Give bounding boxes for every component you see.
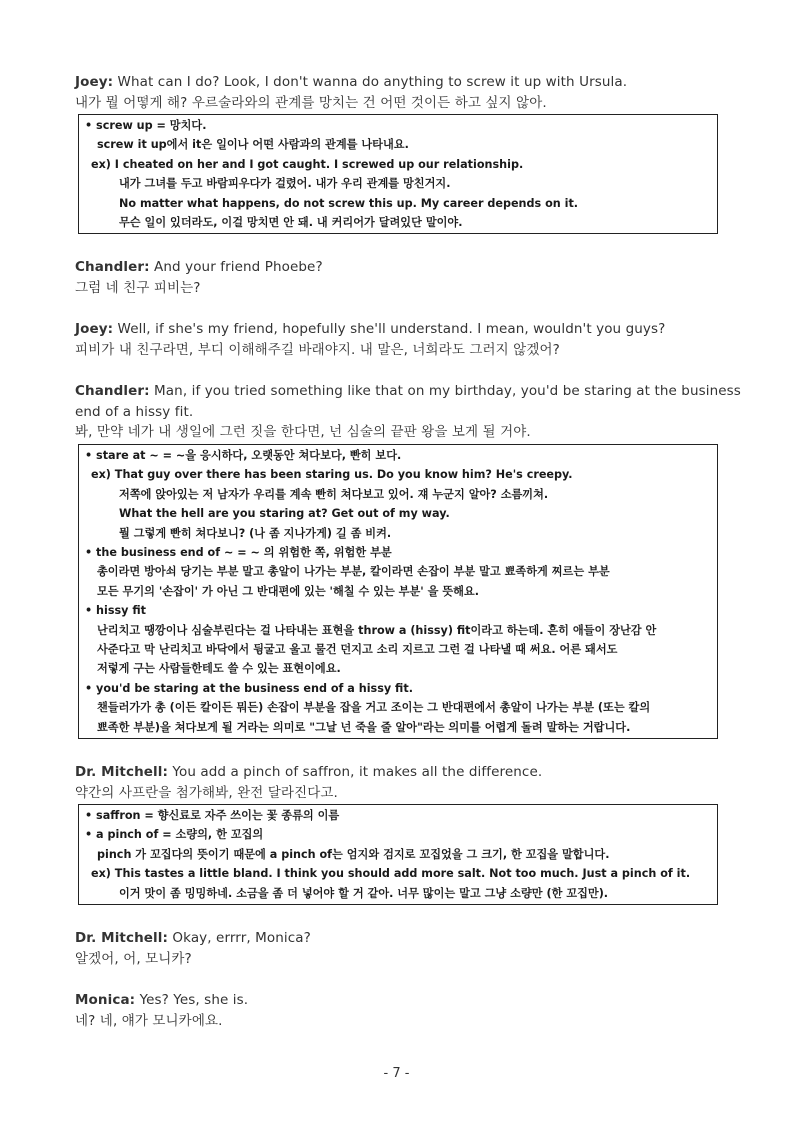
note-line: • hissy fit (85, 604, 146, 618)
note-line: • a pinch of = 소량의, 한 꼬집의 (85, 828, 264, 842)
note-line: No matter what happens, do not screw this up. My career depends on it. (119, 196, 579, 210)
spacer (75, 907, 735, 928)
note-line: • stare at ~ = ~을 응시하다, 오랫동안 쳐다보다, 빤히 보다. (85, 448, 402, 462)
dialogue-english: Chandler: Man, if you tried something like that on my birthday, you'd be staring at the business (75, 383, 741, 400)
note-line: • screw up = 망치다. (85, 119, 207, 132)
document-body (75, 72, 741, 1031)
spacer (75, 969, 735, 990)
note-line: 저쪽에 앉아있는 저 남자가 우리를 계속 빤히 쳐다보고 있어. 쟤 누군지 알아? 소름끼쳐. (119, 487, 549, 501)
dialogue-english: Joey: What can I do? Look, I don't wanna do anything to screw it up with Ursula. (75, 74, 628, 90)
dialogue-english: Monica: Yes? Yes, she is. (75, 992, 249, 1009)
dialogue-korean: 알겠어, 어, 모니카? (75, 950, 192, 967)
speaker-name: Dr. Mitchell: (75, 930, 169, 947)
note-line: ex) That guy over there has been staring us. Do you know him? He's creepy. (91, 468, 573, 482)
note-line: screw it up에서 it은 일이나 어떤 사람과의 관계를 나타내요. (97, 138, 409, 152)
spacer (75, 236, 735, 257)
spacer (75, 741, 735, 762)
speaker-name: Joey: (75, 74, 114, 90)
note-line: • you'd be staring at the business end of a hissy fit. (85, 681, 413, 695)
note-line: What the hell are you staring at? Get out of my way. (119, 507, 450, 521)
dialogue-korean: 피비가 내 친구라면, 부디 이해해주길 바래야지. 내 말은, 너희라도 그러지 않겠어? (75, 341, 560, 358)
speaker-name: Joey: (75, 321, 114, 338)
note-line: 무슨 일이 있더라도, 이걸 망치면 안 돼. 내 커리어가 달려있단 말이야. (119, 216, 463, 230)
note-box (78, 444, 718, 739)
dialogue-block (75, 319, 735, 360)
speaker-name: Chandler: (75, 383, 150, 400)
dialogue-block (75, 762, 735, 803)
note-line: 모든 무기의 '손잡이' 가 아닌 그 반대편에 있는 '해칠 수 있는 부분' 을 뜻해요. (97, 584, 479, 598)
dialogue-korean: 그럼 네 친구 피비는? (75, 279, 201, 296)
dialogue-english: Dr. Mitchell: Okay, errrr, Monica? (75, 930, 311, 947)
spacer (75, 360, 735, 381)
dialogue-korean: 네? 네, 얘가 모니카에요. (75, 1012, 223, 1029)
note-line: pinch 가 꼬집다의 뜻이기 때문에 a pinch of는 엄지와 검지로 꼬집었을 그 크기, 한 꼬집을 말합니다. (97, 847, 610, 861)
note-line: 챈들러가가 총 (이든 칼이든 뭐든) 손잡이 부분을 잡을 거고 조이는 그 반대편에서 총알이 나가는 부분 (또는 칼의 (97, 701, 651, 715)
dialogue-block (75, 257, 735, 298)
dialogue-block (75, 72, 735, 113)
note-line: 뭘 그렇게 빤히 쳐다보니? (나 좀 지나가게) 길 좀 비켜. (119, 526, 392, 540)
dialogue-english: Joey: Well, if she's my friend, hopefully she'll understand. I mean, wouldn't you guys? (75, 321, 666, 338)
dialogue-english-continued: end of a hissy fit. (75, 403, 194, 420)
dialogue-block (75, 381, 741, 443)
note-line: • the business end of ~ = ~ 의 위험한 쪽, 위험한 부분 (85, 545, 392, 559)
dialogue-block (75, 990, 735, 1031)
speaker-name: Chandler: (75, 259, 150, 276)
note-box (78, 804, 718, 905)
note-line: 이거 맛이 좀 밍밍하네. 소금을 좀 더 넣어야 할 거 같아. 너무 많이는 말고 그냥 소량만 (한 꼬집만). (119, 886, 609, 900)
dialogue-english: Chandler: And your friend Phoebe? (75, 259, 323, 276)
dialogue-korean: 봐, 만약 네가 내 생일에 그런 짓을 한다면, 넌 심술의 끝판 왕을 보게 될 거야. (75, 424, 531, 441)
dialogue-block (75, 928, 735, 969)
speaker-name: Monica: (75, 992, 136, 1009)
note-line: ex) This tastes a little bland. I think you should add more salt. Not too much. Just a pinch of it. (91, 867, 691, 881)
speaker-name: Dr. Mitchell: (75, 764, 169, 781)
spacer (75, 298, 735, 319)
dialogue-english: Dr. Mitchell: You add a pinch of saffron, it makes all the difference. (75, 764, 543, 781)
note-line: ex) I cheated on her and I got caught. I screwed up our relationship. (91, 157, 524, 171)
dialogue-korean: 약간의 사프란을 첨가해봐, 완전 달라진다고. (75, 784, 338, 801)
note-line: 내가 그녀를 두고 바람피우다가 걸렸어. 내가 우리 관계를 망친거지. (119, 177, 451, 191)
note-line: 난리치고 땡깡이나 심술부린다는 걸 나타내는 표현을 throw a (hissy) fit이라고 하는데. 흔히 애들이 장난감 안 (97, 623, 657, 637)
note-line: 뾰족한 부분)을 쳐다보게 될 거라는 의미로 "그날 넌 죽을 줄 알아"라는 의미를 어렵게 돌려 말하는 거랍니다. (97, 720, 631, 734)
note-line: • saffron = 향신료로 자주 쓰이는 꽃 종류의 이름 (85, 809, 340, 823)
note-line: 총이라면 방아쇠 당기는 부분 말고 총알이 나가는 부분, 칼이라면 손잡이 부분 말고 뾰족하게 찌르는 부분 (97, 565, 610, 579)
note-line: 저렇게 구는 사람들한테도 쓸 수 있는 표현이에요. (97, 662, 341, 676)
dialogue-korean: 내가 뭘 어떻게 해? 우르술라와의 관계를 망치는 건 어떤 것이든 하고 싶지 않아. (75, 94, 547, 111)
note-line: 사준다고 막 난리치고 바닥에서 뒹굴고 울고 물건 던지고 소리 지르고 그런 걸 나타낼 때 써요. 어른 돼서도 (97, 643, 618, 656)
page-number: - 7 - (383, 1066, 410, 1081)
note-box (78, 114, 718, 234)
